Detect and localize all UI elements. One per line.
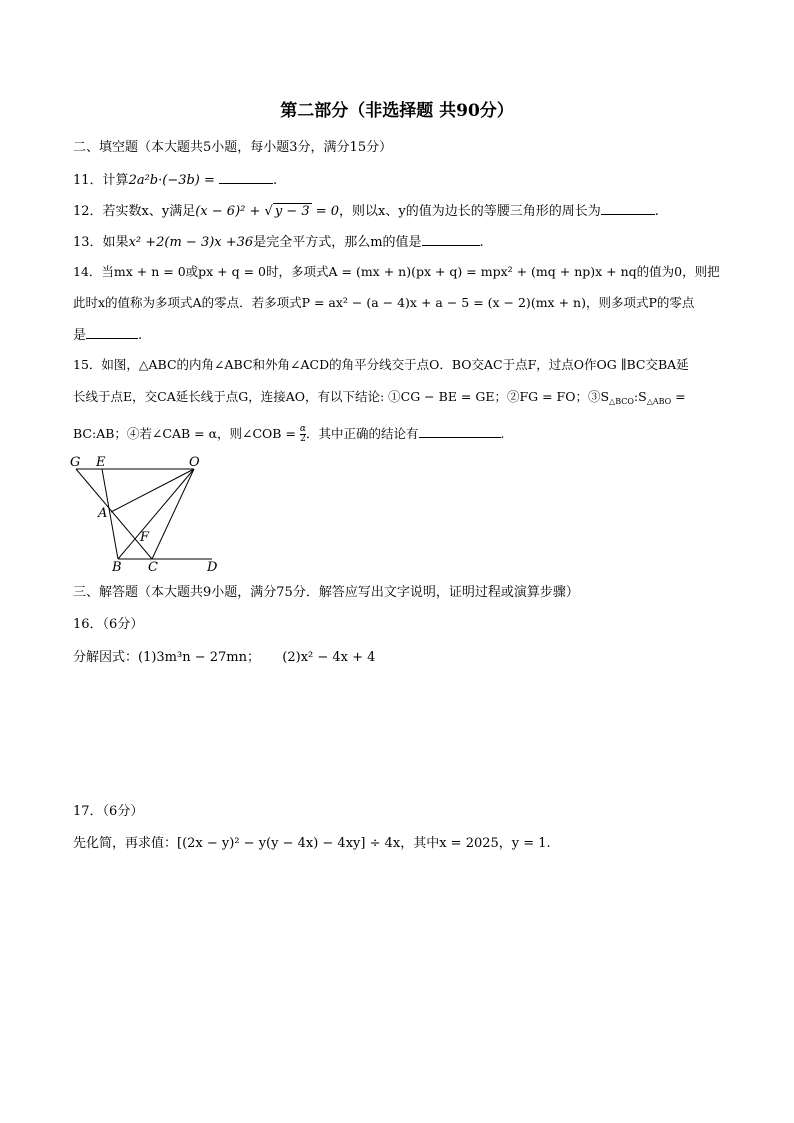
question-text: :S [633,389,647,404]
punctuation: . [654,204,659,219]
question-14-line-2: 此时x的值称为多项式A的零点．若多项式P = ax² − (a − 4)x + a − 5 = (x − 2)(mx + n)，则多项式P的零点 [73,295,695,310]
question-11 [73,171,277,189]
geometry-figure [66,452,226,574]
question-16-body [73,650,375,666]
math-expression: (x − 6)² + [195,204,265,219]
label-F: F [140,530,150,545]
question-text: 长线于点E，交CA延长线于点G，连接AO，有以下结论: ①CG − BE = GE；②FG = FO；③S [73,389,610,404]
label-D: D [207,560,218,574]
label-O: O [189,455,200,470]
answer-blank[interactable] [86,326,138,339]
question-part-1: 分解因式：(1)3m³n − 27mn； [73,650,260,665]
question-15-line-1: 15．如图，△ABC的内角∠ABC和外角∠ACD的角平分线交于点O．BO交AC于点F，过点O作OG ∥BC交BA延 [73,357,689,372]
question-14-line-3 [73,326,142,344]
question-15-line-2 [73,389,686,410]
question-number: 11． [73,173,103,188]
question-12 [73,202,659,220]
answer-blank[interactable] [601,202,655,215]
question-number: 12． [73,204,103,219]
subscript: △ABO [646,397,672,406]
answer-blank[interactable] [422,233,480,246]
question-text: = [671,389,686,404]
question-text: 计算 [102,173,129,188]
question-text: BC:AB；④若∠CAB = α，则∠COB = [73,426,296,441]
punctuation: . [500,426,505,441]
sqrt-sign: √ [264,204,273,219]
punctuation: . [138,328,143,343]
question-17-heading: 17．（6分） [73,804,144,819]
question-13 [73,233,484,251]
fraction-numerator: α [299,424,306,434]
label-A: A [98,506,108,521]
label-E: E [96,455,106,470]
page-title: 第二部分（非选择题 共90分） [280,101,514,121]
subscript: △BCO [609,397,634,406]
question-number: 13． [73,235,103,250]
section-heading-fill-in: 二、填空题（本大题共5小题，每小题3分，满分15分） [73,140,393,155]
question-text: ．其中正确的结论有 [306,426,419,441]
line-OB [118,469,194,559]
question-17-body: 先化简，再求值：[(2x − y)² − y(y − 4x) − 4xy] ÷ 4x，其中x = 2025，y = 1. [73,836,551,851]
math-expression: x² +2(m − 3)x +36 [128,235,254,250]
question-14-line-1: 14．当mx + n = 0或px + q = 0时，多项式A = (mx + n)(px + q) = mpx² + (mq + np)x + nq的值为0，则把 [73,264,720,279]
line-OC [152,469,194,559]
punctuation: . [479,235,484,250]
question-text: ，则以x、y的值为边长的等腰三角形的周长为 [339,204,601,219]
answer-blank[interactable] [219,171,273,184]
question-text: 若实数x、y满足 [102,204,196,219]
section-heading-answer: 三、解答题（本大题共9小题，满分75分．解答应写出文字说明，证明过程或演算步骤） [73,585,579,600]
radicand: y − 3 [274,204,310,219]
fraction-denominator: 2 [300,434,306,444]
label-G: G [70,455,81,470]
line-GC [76,469,152,559]
question-text: 如果 [102,235,129,250]
answer-blank[interactable] [419,425,501,438]
label-B: B [112,560,122,574]
question-text: 是完全平方式，那么m的值是 [253,235,422,250]
question-15-line-3 [73,425,505,444]
question-16-heading: 16．（6分） [73,617,144,632]
math-expression: = 0 [311,204,340,219]
label-C: C [148,560,158,574]
question-part-2: (2)x² − 4x + 4 [282,650,376,665]
question-text: 是 [73,328,87,343]
line-OA [111,469,194,512]
math-expression: 2a²b·(−3b) = [128,173,215,188]
punctuation: . [273,173,278,188]
